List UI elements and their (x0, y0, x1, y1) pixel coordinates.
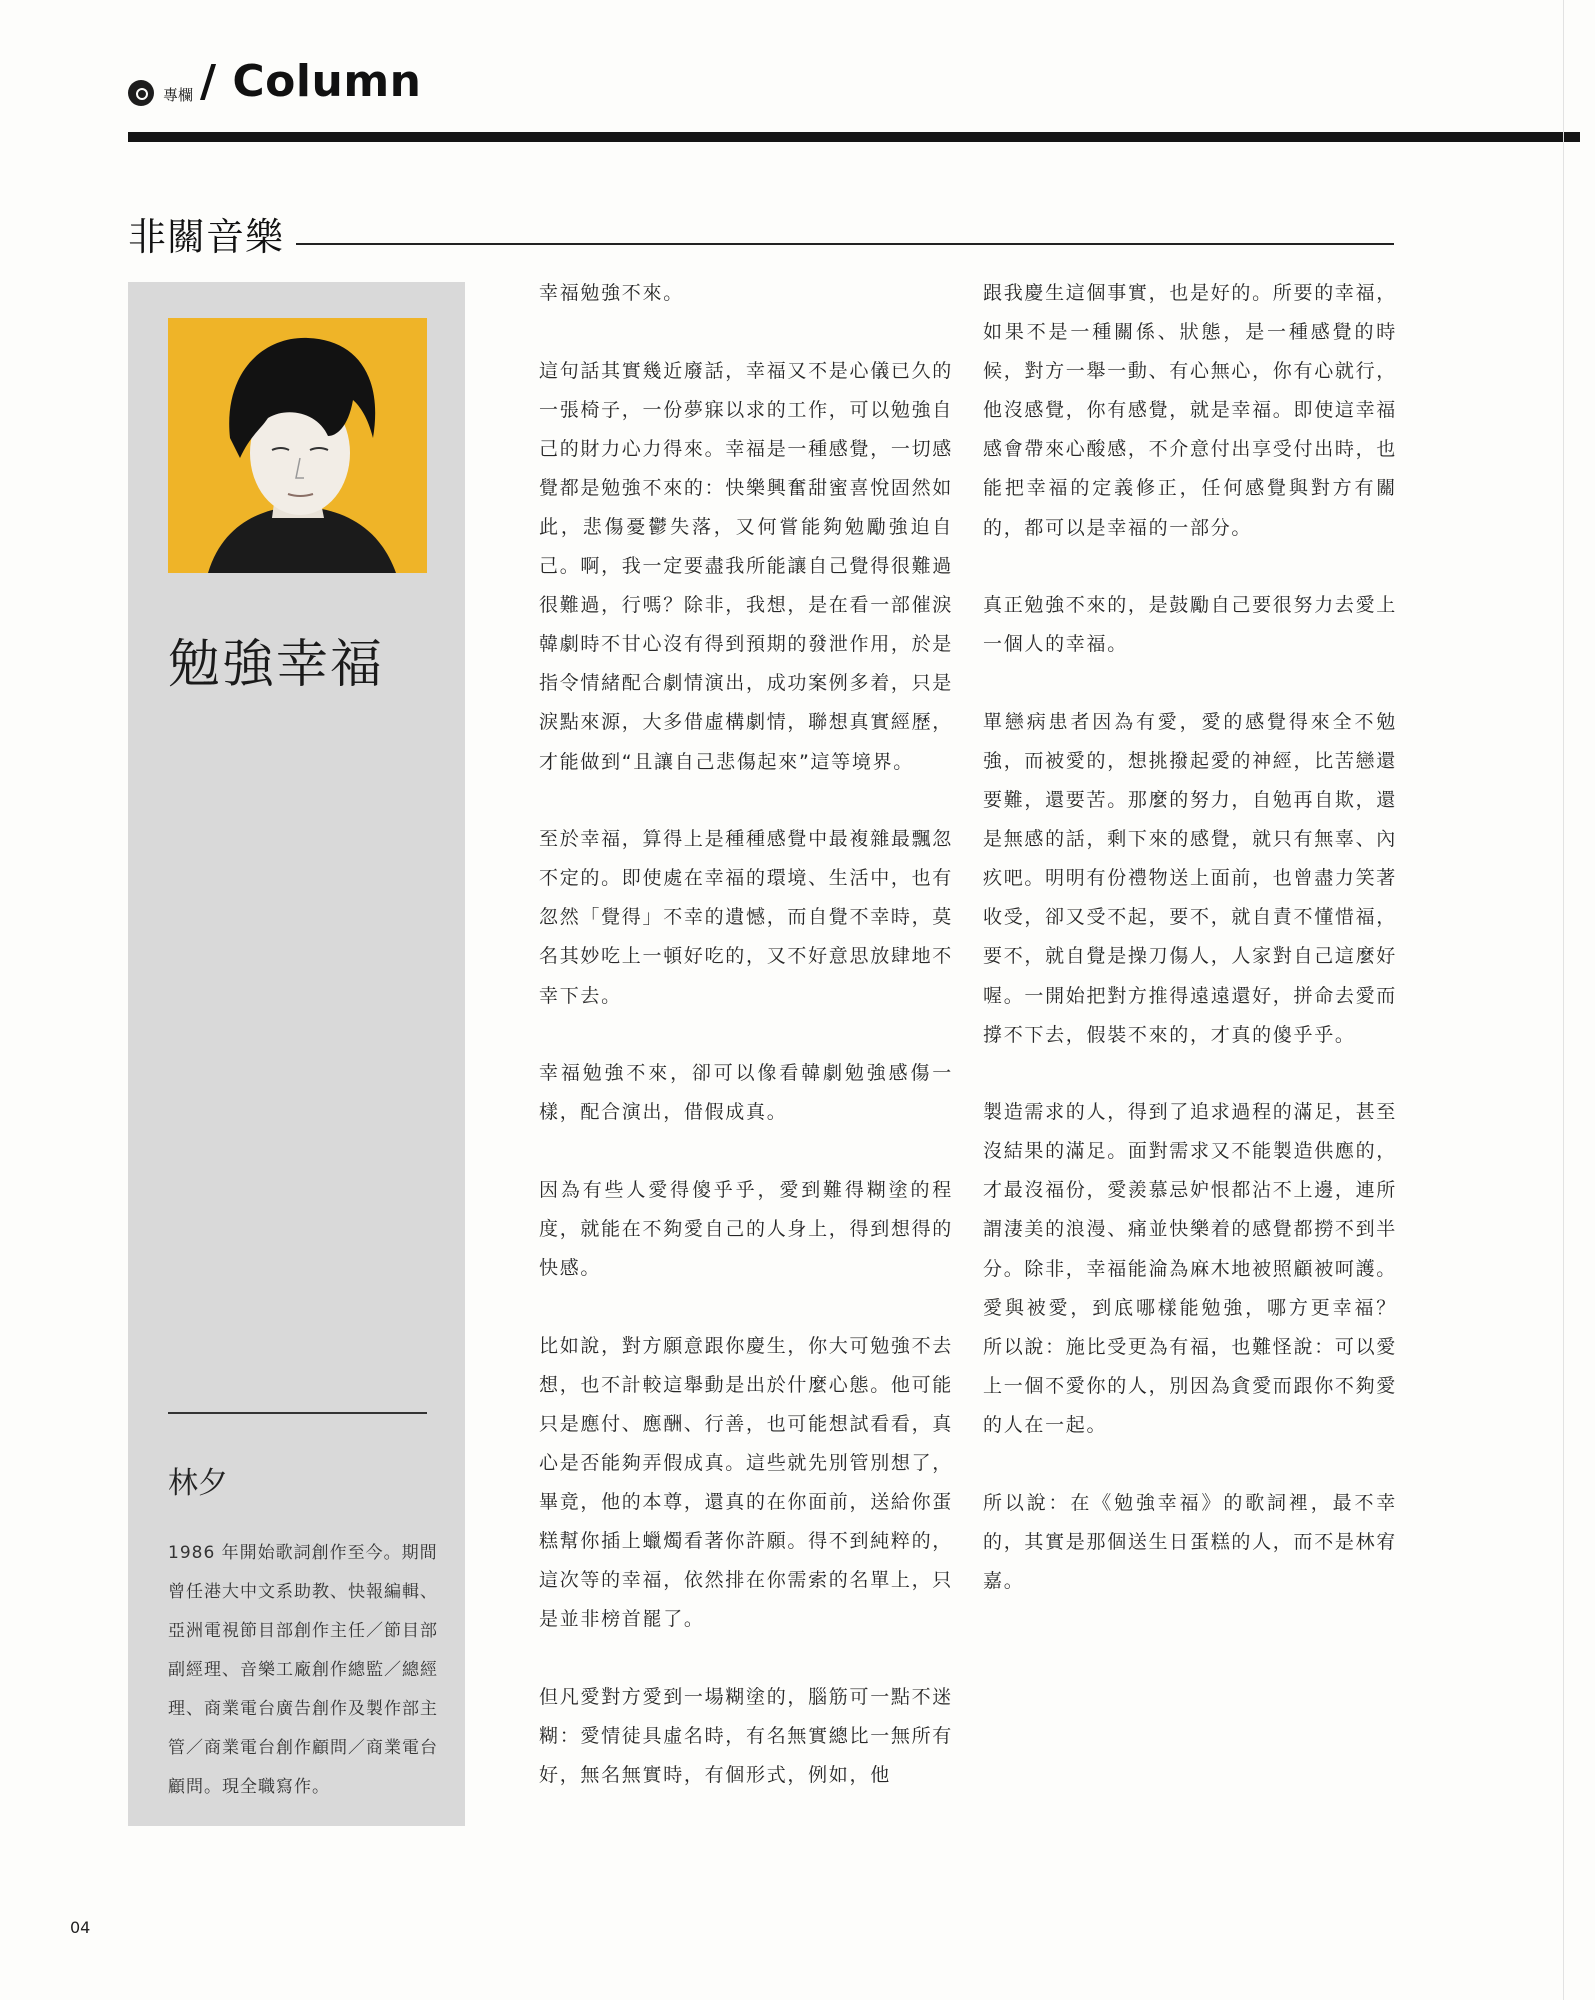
column-title: 非關音樂 (128, 215, 285, 259)
author-divider (168, 1412, 427, 1414)
section-label-en: / Column (200, 56, 422, 107)
paragraph: 幸福勉強不來，卻可以像看韓劇勉強感傷一樣，配合演出，借假成真。 (539, 1062, 953, 1124)
paragraph: 製造需求的人，得到了追求過程的滿足，甚至沒結果的滿足。面對需求又不能製造供應的，才最沒福份，愛羨慕忌妒恨都沾不上邊，連所謂淒美的浪漫、痛並快樂着的感覺都撈不到半分。除非，幸福能淪為麻木地被照顧被呵護。愛與被愛，到底哪樣能勉強，哪方更幸福？ 所以說：施比受更為有福，也難怪說：可以愛上一個不愛你的人，別因為貪愛而跟你不夠愛的人在一起。 (983, 1101, 1418, 1436)
author-bio: 1986 年開始歌詞創作至今。期間曾任港大中文系助教、快報編輯、亞洲電視節目部創作主任／節目部副經理、音樂工廠創作總監／總經理、商業電台廣告創作及製作部主管／商業電台創作顧問／商業電台顧問。現全職寫作。 (168, 1543, 438, 1797)
page-edge (1563, 0, 1564, 2000)
article-column-middle (539, 274, 953, 1834)
article-title: 勉強幸福 (168, 635, 385, 695)
section-label-zh: 專欄 (163, 86, 194, 104)
paragraph: 單戀病患者因為有愛，愛的感覺得來全不勉強，而被愛的，想挑撥起愛的神經，比苦戀還要難，還要苦。那麼的努力，自勉再自欺，還是無感的話，剩下來的感覺，就只有無辜、內疚吧。明明有份禮物送上面前，也曾盡力笑著收受，卻又受不起，要不，就自責不懂惜福，要不，就自覺是操刀傷人，人家對自己這麼好喔。一開始把對方推得遠遠還好，拼命去愛而撐不下去，假裝不來的，才真的傻乎乎。 (983, 710, 1398, 1046)
paragraph: 所以說：在《勉強幸福》的歌詞裡，最不幸的，其實是那個送生日蛋糕的人，而不是林宥嘉。 (983, 1491, 1398, 1592)
author-portrait (168, 318, 427, 573)
paragraph: 至於幸福，算得上是種種感覺中最複雜最飄忽不定的。即使處在幸福的環境、生活中，也有忽然「覺得」不幸的遺憾，而自覺不幸時，莫名其妙吃上一頓好吃的，又不好意思放肆地不幸下去。 (539, 828, 954, 1007)
author-sidebar (128, 282, 465, 1826)
header-divider (128, 132, 1580, 142)
paragraph: 這句話其實幾近廢話，幸福又不是心儀已久的一張椅子，一份夢寐以求的工作，可以勉強自己的財力心力得來。幸福是一種感覺，一切感覺都是勉強不來的：快樂興奮甜蜜喜悅固然如此，悲傷憂鬱失落，又何嘗能夠勉勵強迫自己。啊，我一定要盡我所能讓自己覺得很難過很難過，行嗎？除非，我想，是在看一部催淚韓劇時不甘心沒有得到預期的發泄作用，於是指令情緒配合劇情演出，成功案例多着，只是淚點來源，大多借虛構劇情，聯想真實經歷，才能做到“且讓自己悲傷起來”這等境界。 (539, 359, 954, 773)
magazine-logo-icon (128, 80, 154, 106)
paragraph: 真正勉強不來的，是鼓勵自己要很努力去愛上一個人的幸福。 (983, 594, 1398, 656)
column-title-rule (296, 243, 1394, 245)
paragraph: 比如說，對方願意跟你慶生，你大可勉強不去想，也不計較這舉動是出於什麼心態。他可能只是應付、應酬、行善，也可能想試看看，真心是否能夠弄假成真。這些就先別管別想了，畢竟，他的本尊，還真的在你面前，送給你蛋糕幫你插上蠟燭看著你許願。得不到純粹的，這次等的幸福，依然排在你需索的名單上，只是並非榜首罷了。 (539, 1334, 954, 1631)
paragraph: 但凡愛對方愛到一場糊塗的，腦筋可一點不迷糊：愛情徒具虛名時，有名無實總比一無所有好，無名無實時，有個形式，例如，他 (539, 1685, 954, 1786)
page-number: 04 (70, 1918, 91, 1937)
author-name: 林夕 (168, 1466, 228, 1501)
paragraph: 幸福勉強不來。 (539, 282, 684, 304)
paragraph: 跟我慶生這個事實，也是好的。所要的幸福，如果不是一種關係、狀態，是一種感覺的時候，對方一舉一動、有心無心，你有心就行，他沒感覺，你有感覺，就是幸福。即使這幸福感會帶來心酸感，不介意付出享受付出時，也能把幸福的定義修正，任何感覺與對方有關的，都可以是幸福的一部分。 (983, 282, 1398, 539)
paragraph: 因為有些人愛得傻乎乎，愛到難得糊塗的程度，就能在不夠愛自己的人身上，得到想得的快感。 (539, 1178, 954, 1279)
article-column-right (983, 274, 1418, 1639)
